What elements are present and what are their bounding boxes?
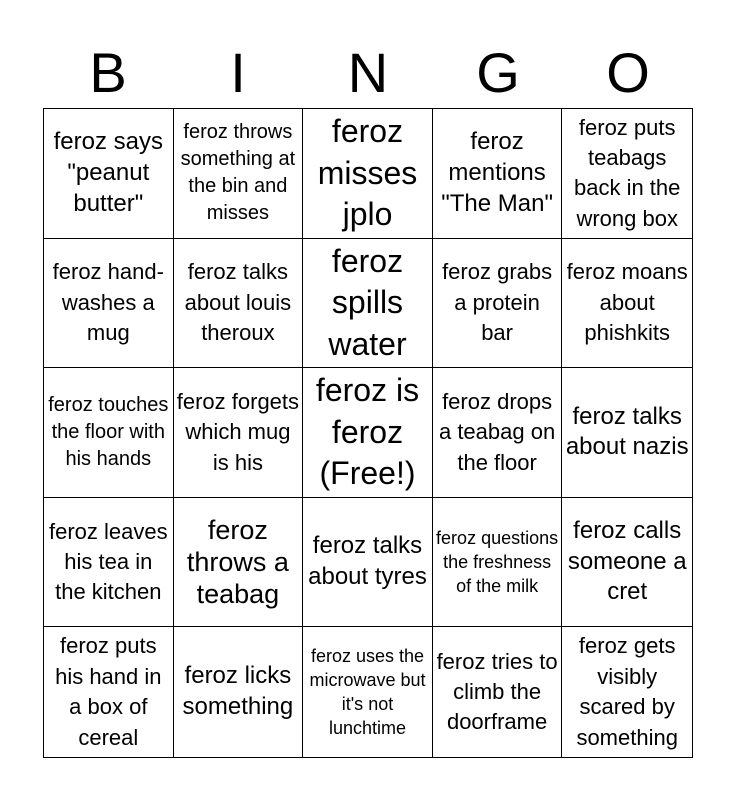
bingo-cell-text: feroz drops a teabag on the floor <box>438 388 556 475</box>
bingo-cell-r3-c5[interactable] <box>562 368 692 498</box>
bingo-cell-text: feroz talks about tyres <box>308 532 427 591</box>
bingo-cell-text: feroz mentions "The Man" <box>441 128 553 217</box>
bingo-board <box>43 108 693 758</box>
header-letter-n: N <box>347 41 389 104</box>
bingo-cell-text: feroz touches the floor with his hands <box>48 393 169 470</box>
bingo-cell-r3-c3[interactable] <box>303 368 433 498</box>
bingo-cell-r4-c2[interactable] <box>174 498 304 628</box>
bingo-header <box>43 38 693 108</box>
bingo-cell-text: feroz leaves his tea in the kitchen <box>48 518 168 605</box>
bingo-cell-r2-c5[interactable] <box>562 239 692 369</box>
bingo-cell-r1-c3[interactable] <box>303 109 433 239</box>
bingo-cell-r2-c4[interactable] <box>433 239 563 369</box>
bingo-cell-text: feroz questions the freshness of the milk <box>436 527 559 597</box>
bingo-cell-text: feroz tries to climb the doorframe <box>436 648 558 735</box>
bingo-cell-text: feroz forgets which mug is his <box>176 388 300 475</box>
bingo-cell-r5-c2[interactable] <box>174 627 304 757</box>
header-letter-g: G <box>476 41 520 104</box>
bingo-cell-r1-c5[interactable] <box>562 109 692 239</box>
bingo-cell-r5-c5[interactable] <box>562 627 692 757</box>
bingo-cell-r1-c1[interactable] <box>44 109 174 239</box>
bingo-cell-r2-c1[interactable] <box>44 239 174 369</box>
header-letter-i: I <box>230 41 246 104</box>
bingo-cell-r2-c3[interactable] <box>303 239 433 369</box>
bingo-cell-r5-c3[interactable] <box>303 627 433 757</box>
bingo-cell-r3-c2[interactable] <box>174 368 304 498</box>
bingo-cell-text: feroz moans about phishkits <box>566 259 688 346</box>
bingo-cell-text: feroz says "peanut butter" <box>53 128 163 217</box>
bingo-cell-text: feroz grabs a protein bar <box>442 259 553 346</box>
bingo-cell-text: feroz talks about nazis <box>565 402 689 461</box>
bingo-cell-text: feroz spills water <box>328 242 407 362</box>
bingo-cell-r2-c2[interactable] <box>174 239 304 369</box>
header-letter-o: O <box>606 41 650 104</box>
bingo-cell-r4-c4[interactable] <box>433 498 563 628</box>
bingo-cell-r5-c1[interactable] <box>44 627 174 757</box>
bingo-cell-text: feroz licks something <box>182 662 294 721</box>
bingo-cell-text: feroz puts teabags back in the wrong box <box>573 114 681 231</box>
bingo-cell-text: feroz talks about louis theroux <box>184 259 292 346</box>
bingo-cell-r5-c4[interactable] <box>433 627 563 757</box>
bingo-cell-r3-c1[interactable] <box>44 368 174 498</box>
header-letter-b: B <box>89 41 127 104</box>
bingo-cell-text: feroz throws something at the bin and misses <box>180 121 296 225</box>
bingo-cell-text: feroz calls someone a cret <box>567 517 687 606</box>
bingo-cell-text: feroz is feroz (Free!) <box>315 372 420 492</box>
bingo-cell-text: feroz puts his hand in a box of cereal <box>55 633 162 750</box>
bingo-cell-r1-c2[interactable] <box>174 109 304 239</box>
bingo-cell-text: feroz hand-washes a mug <box>52 259 164 346</box>
bingo-cell-text: feroz throws a teabag <box>186 514 289 610</box>
bingo-cell-r4-c3[interactable] <box>303 498 433 628</box>
bingo-cell-text: feroz gets visibly scared by something <box>576 633 678 750</box>
bingo-cell-r3-c4[interactable] <box>433 368 563 498</box>
bingo-cell-r4-c5[interactable] <box>562 498 692 628</box>
bingo-cell-text: feroz misses jplo <box>317 112 418 233</box>
bingo-cell-r4-c1[interactable] <box>44 498 174 628</box>
bingo-cell-text: feroz uses the microwave but it's not lunchtime <box>309 645 426 739</box>
bingo-cell-r1-c4[interactable] <box>433 109 563 239</box>
